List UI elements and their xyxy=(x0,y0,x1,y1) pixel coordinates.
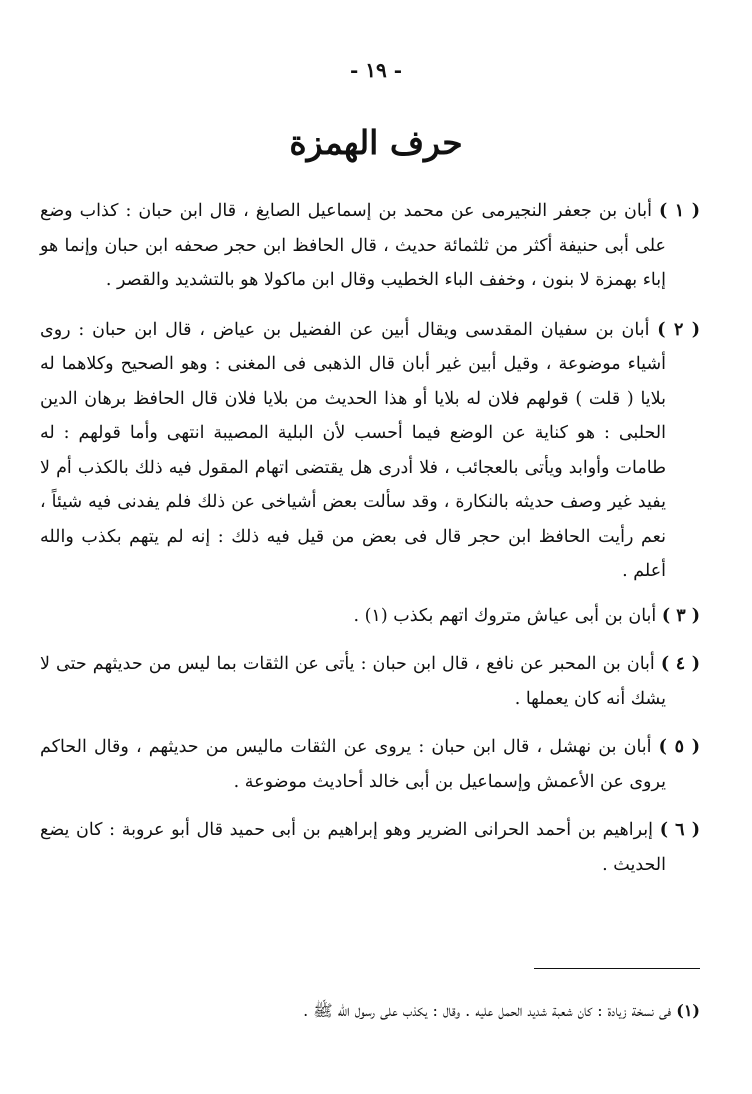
entry xyxy=(40,730,700,799)
entry-text: أبان بن جعفر النجيرمى عن محمد بن إسماعيل الصايغ ، قال ابن حبان : كذاب وضع على أبى حنيفة أكثر من ثلثمائة حديث ، قال الحافظ ابن حجر صحفه ابن حبان وإنما هو إباء بهمزة لا بنون ، وخفف الباء الخطيب وقال ابن ماكولا هو بالتشديد والقصر . xyxy=(40,201,666,290)
entry xyxy=(40,313,700,589)
footnote xyxy=(40,998,700,1024)
entry-text: أبان بن أبى عياش متروك اتهم بكذب (١) . xyxy=(353,605,657,626)
entry-number: ( ٥ ) xyxy=(658,737,700,757)
footnote-divider xyxy=(534,968,700,969)
entry-number: ( ٢ ) xyxy=(657,319,700,340)
entry-number: ( ٤ ) xyxy=(660,654,700,674)
entry-text: أبان بن سفيان المقدسى ويقال أبين عن الفضيل بن عياض ، قال ابن حبان : روى أشياء موضوعة ، وقيل أبين غير أبان قال الذهبى فى المغنى : وهو الصحيح وكلاهما له بلايا ( قلت ) قولهم فلان له بلايا أو هذا الحديث من بلايا فلان قال الحافظ برهان الدين الحلبى : هو كناية عن الوضع فيما أحسب لأن البلية المصيبة انتهى وأما قولهم : له طامات وأوابد ويأتى بالعجائب ، فلا أدرى هل يقتضى اتهام المقول فيه ذلك بالكذب أم لا يفيد غير وصف حديثه بالنكارة ، وقد سألت بعض أشياخى عن ذلك فلم يفدنى فيه شيئاً ، نعم رأيت الحافظ ابن حجر قال فى بعض من قيل فيه ذلك : إنه لم يتهم بكذب والله أعلم . xyxy=(40,319,666,581)
footnote-text: فى نسخة زيادة : كان شعبة شديد الحمل عليه . وقال : يكذب على رسول الله ﷺ . xyxy=(303,1001,672,1020)
entry-text: أبان بن نهشل ، قال ابن حبان : يروى عن الثقات ماليس من حديثهم ، وقال الحاكم يروى عن الأعمش وإسماعيل بن أبى خالد أحاديث موضوعة . xyxy=(40,737,666,792)
footnote-number: (١) xyxy=(676,1001,700,1020)
entry-number: ( ٣ ) xyxy=(661,605,700,626)
entry-number: ( ٦ ) xyxy=(659,820,700,840)
entry xyxy=(40,599,700,634)
entry-number: ( ١ ) xyxy=(658,201,700,221)
entry-text: إبراهيم بن أحمد الحرانى الضرير وهو إبراهيم بن أبى حميد قال أبو عروبة : كان يضع الحديث . xyxy=(40,820,666,875)
entry xyxy=(40,813,700,882)
section-title: حرف الهمزة xyxy=(289,123,463,162)
entry xyxy=(40,647,700,716)
entry-text: أبان بن المحبر عن نافع ، قال ابن حبان : يأتى عن الثقات بما ليس من حديثهم حتى لا يشك أنه كان يعملها . xyxy=(40,654,666,709)
page-number: - ١٩ - xyxy=(349,58,402,82)
entries-list xyxy=(40,194,700,882)
entry xyxy=(40,194,700,298)
